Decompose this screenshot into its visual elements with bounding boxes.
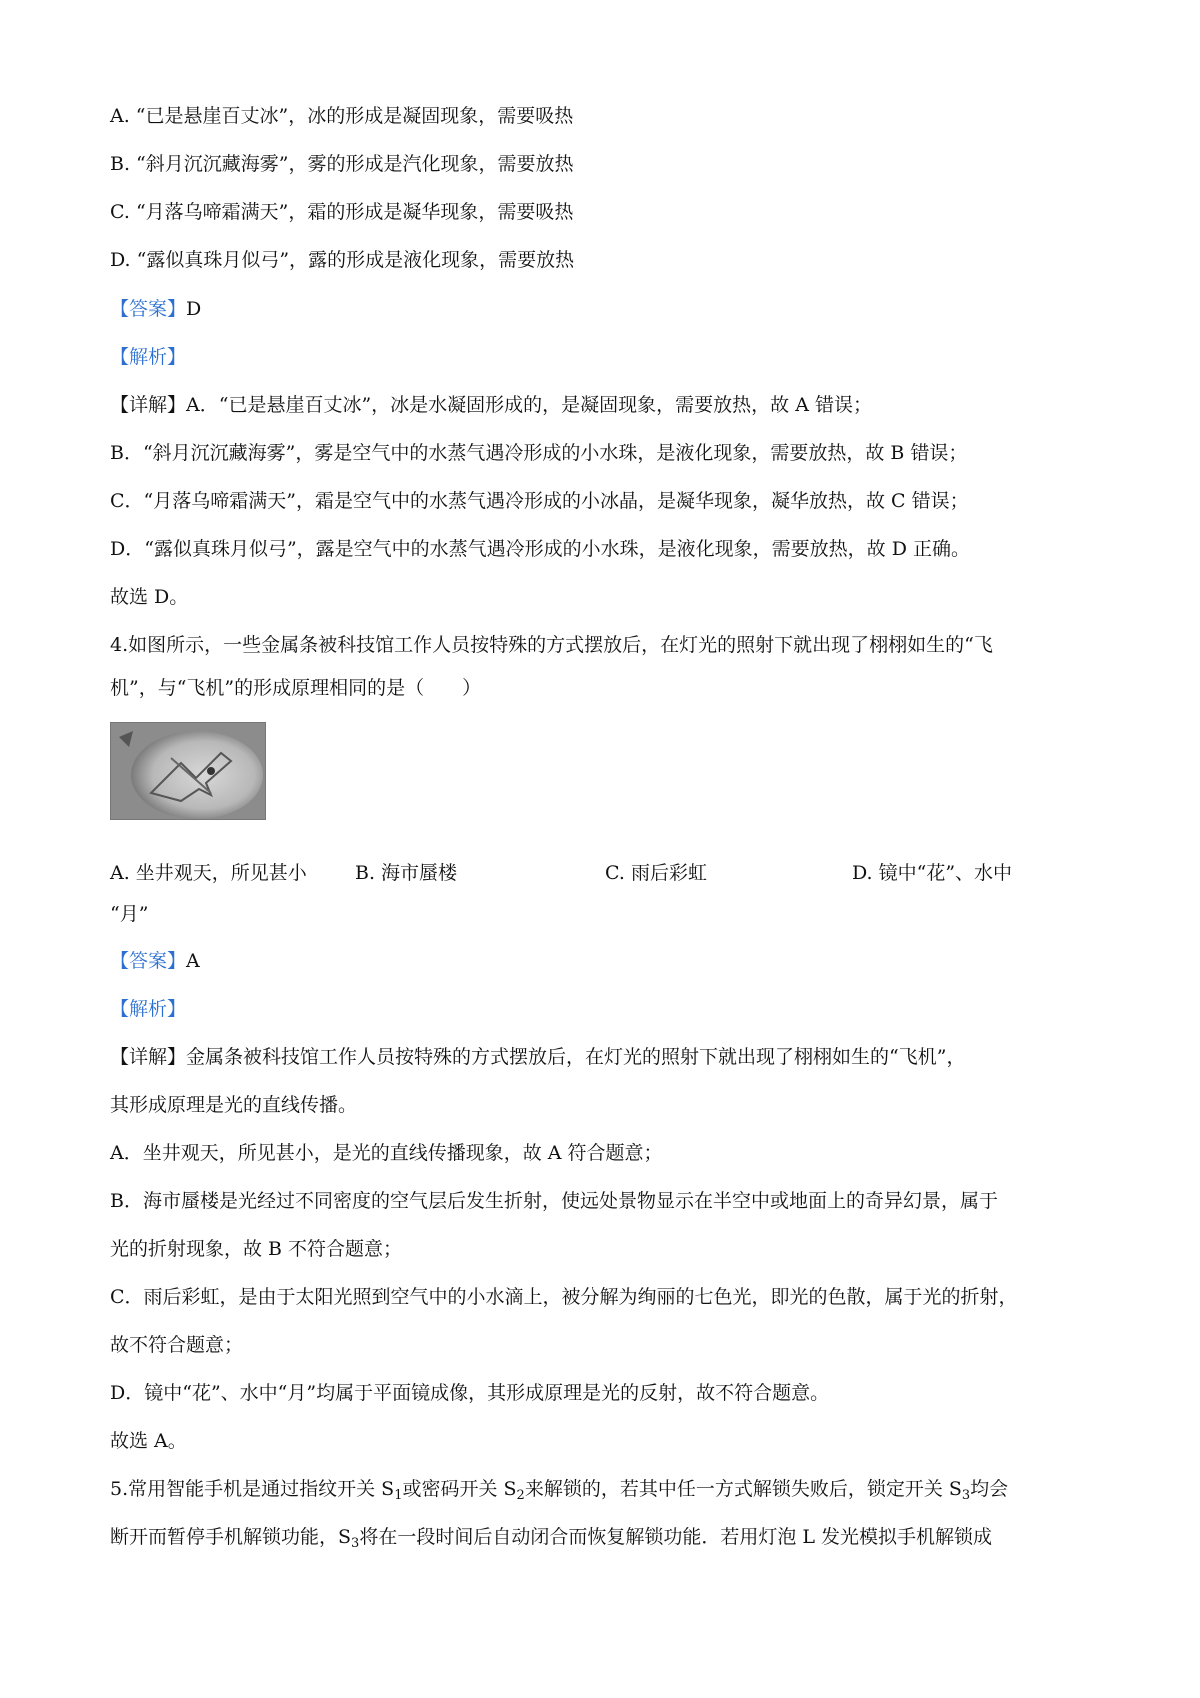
- q5-text: 将在一段时间后自动闭合而恢复解锁功能．若用灯泡 L 发光模拟手机解锁成: [359, 1526, 993, 1548]
- detail-label: 【详解】: [110, 394, 187, 416]
- q4-option-b: B. 海市蜃楼: [355, 862, 458, 884]
- q4-option-d: D. 镜中“花”、水中: [852, 862, 1013, 884]
- q3-detail-3: D．“露似真珠月似弓”，露是空气中的水蒸气遇冷形成的小水珠，是液化现象，需要放热，故 D 正确。: [110, 538, 970, 560]
- q4-conclusion: 故选 A。: [110, 1430, 187, 1452]
- q4-analysis-label: 【解析】: [110, 998, 187, 1020]
- q4-figure-image: [110, 722, 266, 820]
- answer-value: D: [186, 298, 202, 320]
- q4-detail-0: [110, 1042, 1100, 1072]
- q4-option-d-cont: “月”: [110, 903, 149, 925]
- q4-detail-6: 故不符合题意；: [110, 1334, 244, 1356]
- q5-text: 5.常用智能手机是通过指纹开关 S: [110, 1478, 395, 1500]
- q3-analysis-label: 【解析】: [110, 346, 187, 368]
- q3-detail-1: B．“斜月沉沉藏海雾”，雾是空气中的水蒸气遇冷形成的小水珠，是液化现象，需要放热，故 B 错误；: [110, 442, 968, 464]
- q3-detail-2: C．“月落乌啼霜满天”，霜是空气中的水蒸气遇冷形成的小冰晶，是凝华现象，凝华放热，故 C 错误；: [110, 490, 969, 512]
- q4-detail-2: A．坐井观天，所见甚小，是光的直线传播现象，故 A 符合题意；: [110, 1142, 663, 1164]
- q4-detail-7: D．镜中“花”、水中“月”均属于平面镜成像，其形成原理是光的反射，故不符合题意。: [110, 1382, 830, 1404]
- metal-strip-airplane-photo: [111, 723, 265, 819]
- q3-option-b: B. “斜月沉沉藏海雾”，雾的形成是汽化现象，需要放热: [110, 153, 574, 175]
- q5-stem-line-1: [110, 1474, 1100, 1511]
- q4-stem-line-2: 机”，与“飞机”的形成原理相同的是（ ）: [110, 677, 482, 699]
- q3-conclusion: 故选 D。: [110, 586, 189, 608]
- q4-option-c: C. 雨后彩虹: [605, 862, 707, 884]
- q4-stem-line-1: 4.如图所示，一些金属条被科技馆工作人员按特殊的方式摆放后，在灯光的照射下就出现了栩栩如生的“飞: [110, 634, 993, 656]
- detail-text: 金属条被科技馆工作人员按特殊的方式摆放后，在灯光的照射下就出现了栩栩如生的“飞机”，: [186, 1046, 966, 1068]
- q4-detail-5: C．雨后彩虹，是由于太阳光照到空气中的小水滴上，被分解为绚丽的七色光，即光的色散，属于光的折射，: [110, 1286, 1018, 1308]
- q5-text: 均会: [970, 1478, 1009, 1500]
- detail-text: A．“已是悬崖百丈冰”，冰是水凝固形成的，是凝固现象，需要放热，故 A 错误；: [186, 394, 872, 416]
- subscript: 3: [351, 1536, 360, 1551]
- q4-detail-3: B．海市蜃楼是光经过不同密度的空气层后发生折射，使远处景物显示在半空中或地面上的奇异幻景，属于: [110, 1190, 998, 1212]
- subscript: 1: [394, 1488, 403, 1503]
- q5-text: 断开而暂停手机解锁功能，S: [110, 1526, 352, 1548]
- q4-detail-4: 光的折射现象，故 B 不符合题意；: [110, 1238, 403, 1260]
- answer-value: A: [186, 950, 200, 972]
- q3-option-c: C. “月落乌啼霜满天”，霜的形成是凝华现象，需要吸热: [110, 201, 574, 223]
- detail-label: 【详解】: [110, 1046, 187, 1068]
- subscript: 2: [516, 1488, 525, 1503]
- q3-option-d: D. “露似真珠月似弓”，露的形成是液化现象，需要放热: [110, 249, 575, 271]
- q3-answer: [110, 294, 1100, 324]
- q3-detail-0: [110, 390, 1100, 420]
- q3-option-a: A. “已是悬崖百丈冰”，冰的形成是凝固现象，需要吸热: [110, 105, 574, 127]
- q5-stem-line-2: [110, 1522, 1100, 1559]
- subscript: 3: [961, 1488, 971, 1503]
- q4-detail-1: 其形成原理是光的直线传播。: [110, 1094, 358, 1116]
- q4-option-a: A. 坐井观天，所见甚小: [110, 862, 307, 884]
- q4-answer: [110, 946, 1100, 976]
- answer-label: 【答案】: [110, 298, 187, 320]
- answer-label: 【答案】: [110, 950, 187, 972]
- q5-text: 来解锁的，若其中任一方式解锁失败后，锁定开关 S: [524, 1478, 962, 1500]
- q5-text: 或密码开关 S: [402, 1478, 517, 1500]
